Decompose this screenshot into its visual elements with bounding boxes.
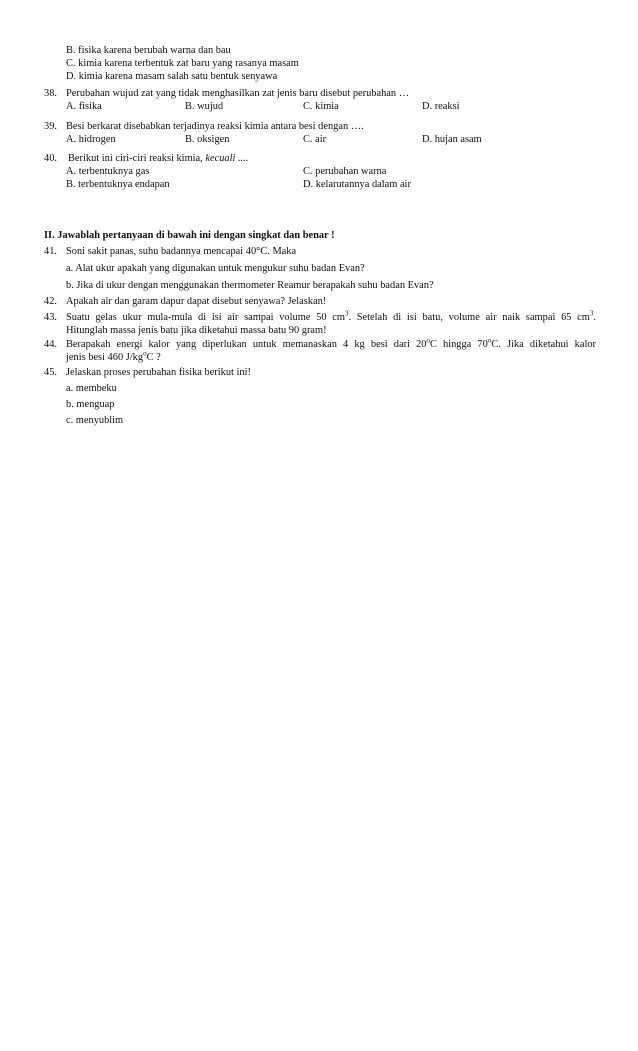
q42-text: Apakah air dan garam dapur dapat disebut senyawa? Jelaskan! xyxy=(66,296,327,307)
q40-option-d: D. kelarutannya dalam air xyxy=(303,179,411,190)
q39-number: 39. xyxy=(44,121,57,132)
q39-option-a: A. hidrogen xyxy=(66,134,116,145)
q44-line2 xyxy=(66,351,161,364)
q40-number: 40. xyxy=(44,153,57,164)
section-heading: II. Jawablah pertanyaan di bawah ini dengan singkat dan benar ! xyxy=(44,230,335,241)
q40-text: Berikut ini ciri-ciri reaksi kimia, xyxy=(68,153,203,164)
q43-line1 xyxy=(66,311,596,324)
q44-deg3: o xyxy=(143,349,147,358)
q45-item-b: b. menguap xyxy=(66,399,115,410)
q43-sup2: 3 xyxy=(589,309,594,318)
q45-item-a: a. membeku xyxy=(66,383,117,394)
q37-option-c: C. kimia karena terbentuk zat baru yang rasanya masam xyxy=(66,58,299,69)
q39-text: Besi berkarat disebabkan terjadinya reaksi kimia antara besi dengan …. xyxy=(66,121,364,132)
q39-option-d: D. hujan asam xyxy=(422,134,482,145)
q41-sub-a: a. Alat ukur apakah yang digunakan untuk mengukur suhu badan Evan? xyxy=(66,263,365,274)
q37-option-b: B. fisika karena berubah warna dan bau xyxy=(66,45,231,56)
q45-text: Jelaskan proses perubahan fisika berikut ini! xyxy=(66,367,251,378)
q41-text: Soni sakit panas, suhu badannya mencapai 40°C. Maka xyxy=(66,246,297,257)
q44-text-part5: C ? xyxy=(146,352,161,363)
q43-number: 43. xyxy=(44,312,57,323)
q40-option-a: A. terbentuknya gas xyxy=(66,166,150,177)
q42-number: 42. xyxy=(44,296,57,307)
q45-number: 45. xyxy=(44,367,57,378)
q43-sup1: 3 xyxy=(344,309,349,318)
q38-option-c: C. kimia xyxy=(303,101,339,112)
q40-emphasis: kecuali .... xyxy=(205,153,249,164)
q39-option-b: B. oksigen xyxy=(185,134,230,145)
q43-line2: Hitunglah massa jenis batu jika diketahui massa batu 90 gram! xyxy=(66,325,327,336)
q44-text-part2: C hingga 70 xyxy=(429,339,488,350)
q45-item-c: c. menyublim xyxy=(66,415,124,426)
q40-text-line xyxy=(68,152,248,165)
q38-option-a: A. fisika xyxy=(66,101,102,112)
q44-text-part3: C. Jika diketahui kalor xyxy=(491,339,597,350)
q44-text-part4: jenis besi 460 J/kg xyxy=(66,352,144,363)
q43-text-part1: Suatu gelas ukur mula-mula di isi air sampai volume 50 cm xyxy=(66,312,345,323)
q41-sub-b: b. Jika di ukur dengan menggunakan thermometer Reamur berapakah suhu badan Evan? xyxy=(66,280,434,291)
q40-option-b: B. terbentuknya endapan xyxy=(66,179,170,190)
q38-option-b: B. wujud xyxy=(185,101,224,112)
q38-option-d: D. reaksi xyxy=(422,101,460,112)
q43-text-part3: . xyxy=(593,312,596,323)
q44-number: 44. xyxy=(44,339,57,350)
q38-number: 38. xyxy=(44,88,57,99)
q38-text: Perubahan wujud zat yang tidak menghasilkan zat jenis baru disebut perubahan … xyxy=(66,88,410,99)
q39-option-c: C. air xyxy=(303,134,327,145)
q37-option-d: D. kimia karena masam salah satu bentuk senyawa xyxy=(66,71,278,82)
q43-text-part2: . Setelah di isi batu, volume air naik sampai 65 cm xyxy=(348,312,590,323)
q44-deg2: o xyxy=(487,336,492,345)
q44-text-part1: Berapakah energi kalor yang diperlukan untuk memanaskan 4 kg besi dari 20 xyxy=(66,339,427,350)
q41-number: 41. xyxy=(44,246,57,257)
q44-deg1: o xyxy=(426,336,430,345)
q40-option-c: C. perubahan warna xyxy=(303,166,387,177)
